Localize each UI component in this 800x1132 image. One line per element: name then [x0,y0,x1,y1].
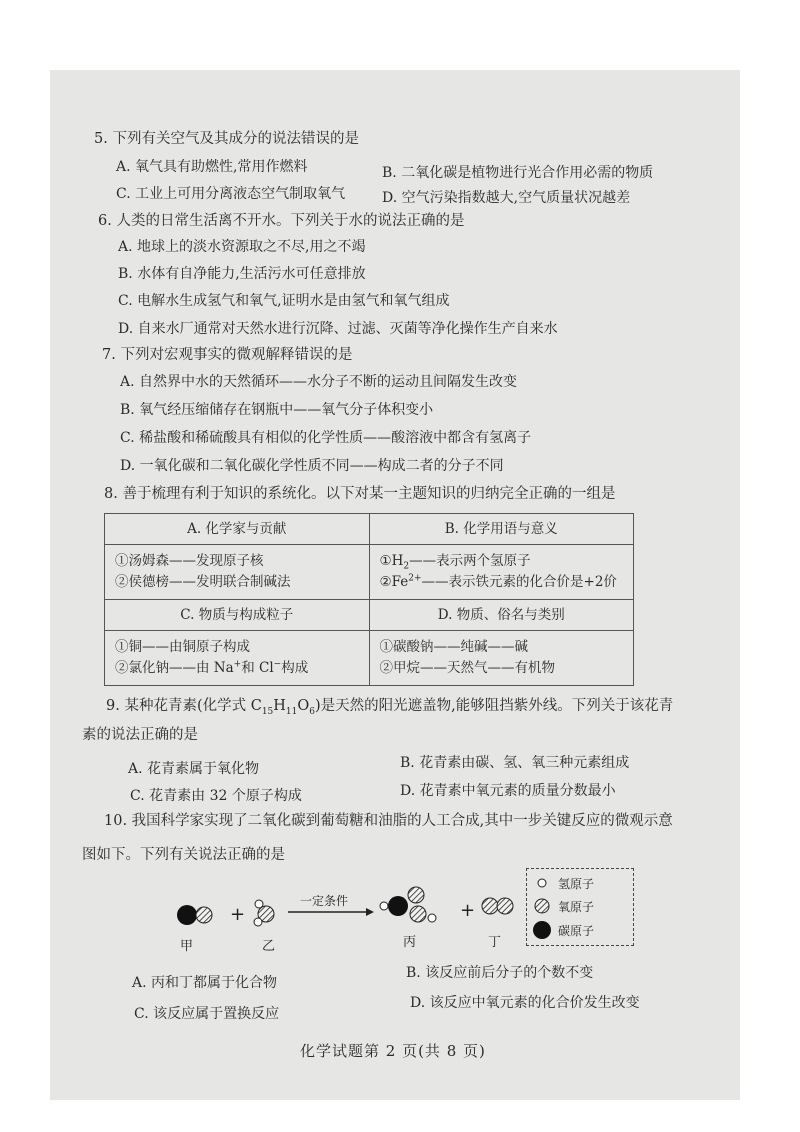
q5-option-a: A. 氧气具有助燃性,常用作燃料 [116,159,308,175]
molecule-yi-icon [254,900,274,926]
label-jia: 甲 [180,939,194,954]
q6-option-d: D. 自来水厂通常对天然水进行沉降、过滤、灭菌等净化操作生产自来水 [118,321,558,337]
reaction-arrow-icon [288,908,374,916]
molecule-ding-icon [482,898,513,914]
q10-stem-line-1: 10. 我国科学家实现了二氧化碳到葡萄糖和油脂的人工合成,其中一步关键反应的微观示意 [104,813,673,829]
reaction-condition-label: 一定条件 [300,894,349,908]
q9-option-d: D. 花青素中氧元素的质量分数最小 [400,783,616,799]
q6-option-b: B. 水体有自净能力,生活污水可任意排放 [118,266,366,282]
q10-option-a: A. 丙和丁都属于化合物 [132,975,278,991]
label-bing: 丙 [403,935,417,950]
molecule-jia-icon [177,905,212,925]
q7-option-d: D. 一氧化碳和二氧化碳化学性质不同——构成二者的分子不同 [120,458,504,474]
q7-stem: 7. 下列对宏观事实的微观解释错误的是 [102,347,353,363]
q6-option-a: A. 地球上的淡水资源取之不尽,用之不竭 [118,239,366,255]
q7-option-c: C. 稀盐酸和稀硫酸具有相似的化学性质——酸溶液中都含有氢离子 [120,430,532,446]
q8-stem: 8. 善于梳理有利于知识的系统化。以下对某一主题知识的归纳完全正确的一组是 [104,486,616,502]
q8-c-item-2: ②氯化钠——由 Na+和 Cl−构成 [115,659,309,676]
legend-oxygen-label: 氧原子 [558,900,595,914]
q9-option-a: A. 花青素属于氧化物 [128,761,260,777]
q9-option-b: B. 花青素由碳、氢、氧三种元素组成 [400,755,630,771]
q5-stem: 5. 下列有关空气及其成分的说法错误的是 [94,131,359,147]
q10-stem-line-2: 图如下。下列有关说法正确的是 [82,847,285,863]
q7-option-b: B. 氧气经压缩储存在钢瓶中——氧气分子体积变小 [120,402,434,418]
molecule-bing-icon [380,887,436,922]
atom-legend-box [526,868,634,946]
q10-option-b: B. 该反应前后分子的个数不变 [406,965,594,981]
q9-stem-line-1: 9. 某种花青素(化学式 $C_{15}H_{11}O_6$)是天然的阳光遮盖物,能够阻挡紫外线。下列关于该花青 [106,698,674,717]
legend-carbon-label: 碳原子 [558,924,595,938]
q8-cell-c-head: C. 物质与构成粒子 [105,600,370,631]
q8-c-item-1: ①铜——由铜原子构成 [115,639,250,655]
q8-cell-a-head: A. 化学家与贡献 [105,514,370,545]
page-footer: 化学试题第 2 页(共 8 页) [300,1042,486,1060]
q8-b-item-2: $②Fe^{2+}——$表示铁元素的化合价是+2价 [379,573,617,590]
q8-b-item-1: $①H_2——$表示两个氢原子 [379,553,531,572]
q9-option-c: C. 花青素由 32 个原子构成 [130,788,302,804]
q10-option-d: D. 该反应中氧元素的化合价发生改变 [410,995,640,1011]
label-yi: 乙 [262,939,276,954]
q8-a-item-2: ②侯德榜——发明联合制碱法 [115,574,291,590]
q5-option-b: B. 二氧化碳是植物进行光合作用必需的物质 [382,165,654,181]
q9-stem-line-2: 素的说法正确的是 [82,727,198,743]
q8-d-item-1: ①碳酸钠——纯碱——碱 [379,639,528,655]
q10-option-c: C. 该反应属于置换反应 [134,1006,280,1022]
q7-option-a: A. 自然界中水的天然循环——水分子不断的运动且间隔发生改变 [120,374,518,390]
legend-hydrogen-label: 氢原子 [558,877,595,891]
q5-option-c: C. 工业上可用分离液态空气制取氧气 [116,186,346,202]
q6-option-c: C. 电解水生成氢气和氧气,证明水是由氢气和氧气组成 [118,293,450,309]
q8-cell-b-head: B. 化学用语与意义 [369,514,634,545]
label-ding: 丁 [488,935,502,950]
q8-d-item-2: ②甲烷——天然气——有机物 [379,660,555,676]
plus-sign-2: + [460,900,476,921]
q6-stem: 6. 人类的日常生活离不开水。下列关于水的说法正确的是 [98,213,465,229]
plus-sign-1: + [230,904,246,925]
q8-a-item-1: ①汤姆森——发现原子核 [115,553,264,569]
q5-option-d: D. 空气污染指数越大,空气质量状况越差 [382,190,631,206]
q8-cell-d-head: D. 物质、俗名与类别 [369,600,634,631]
